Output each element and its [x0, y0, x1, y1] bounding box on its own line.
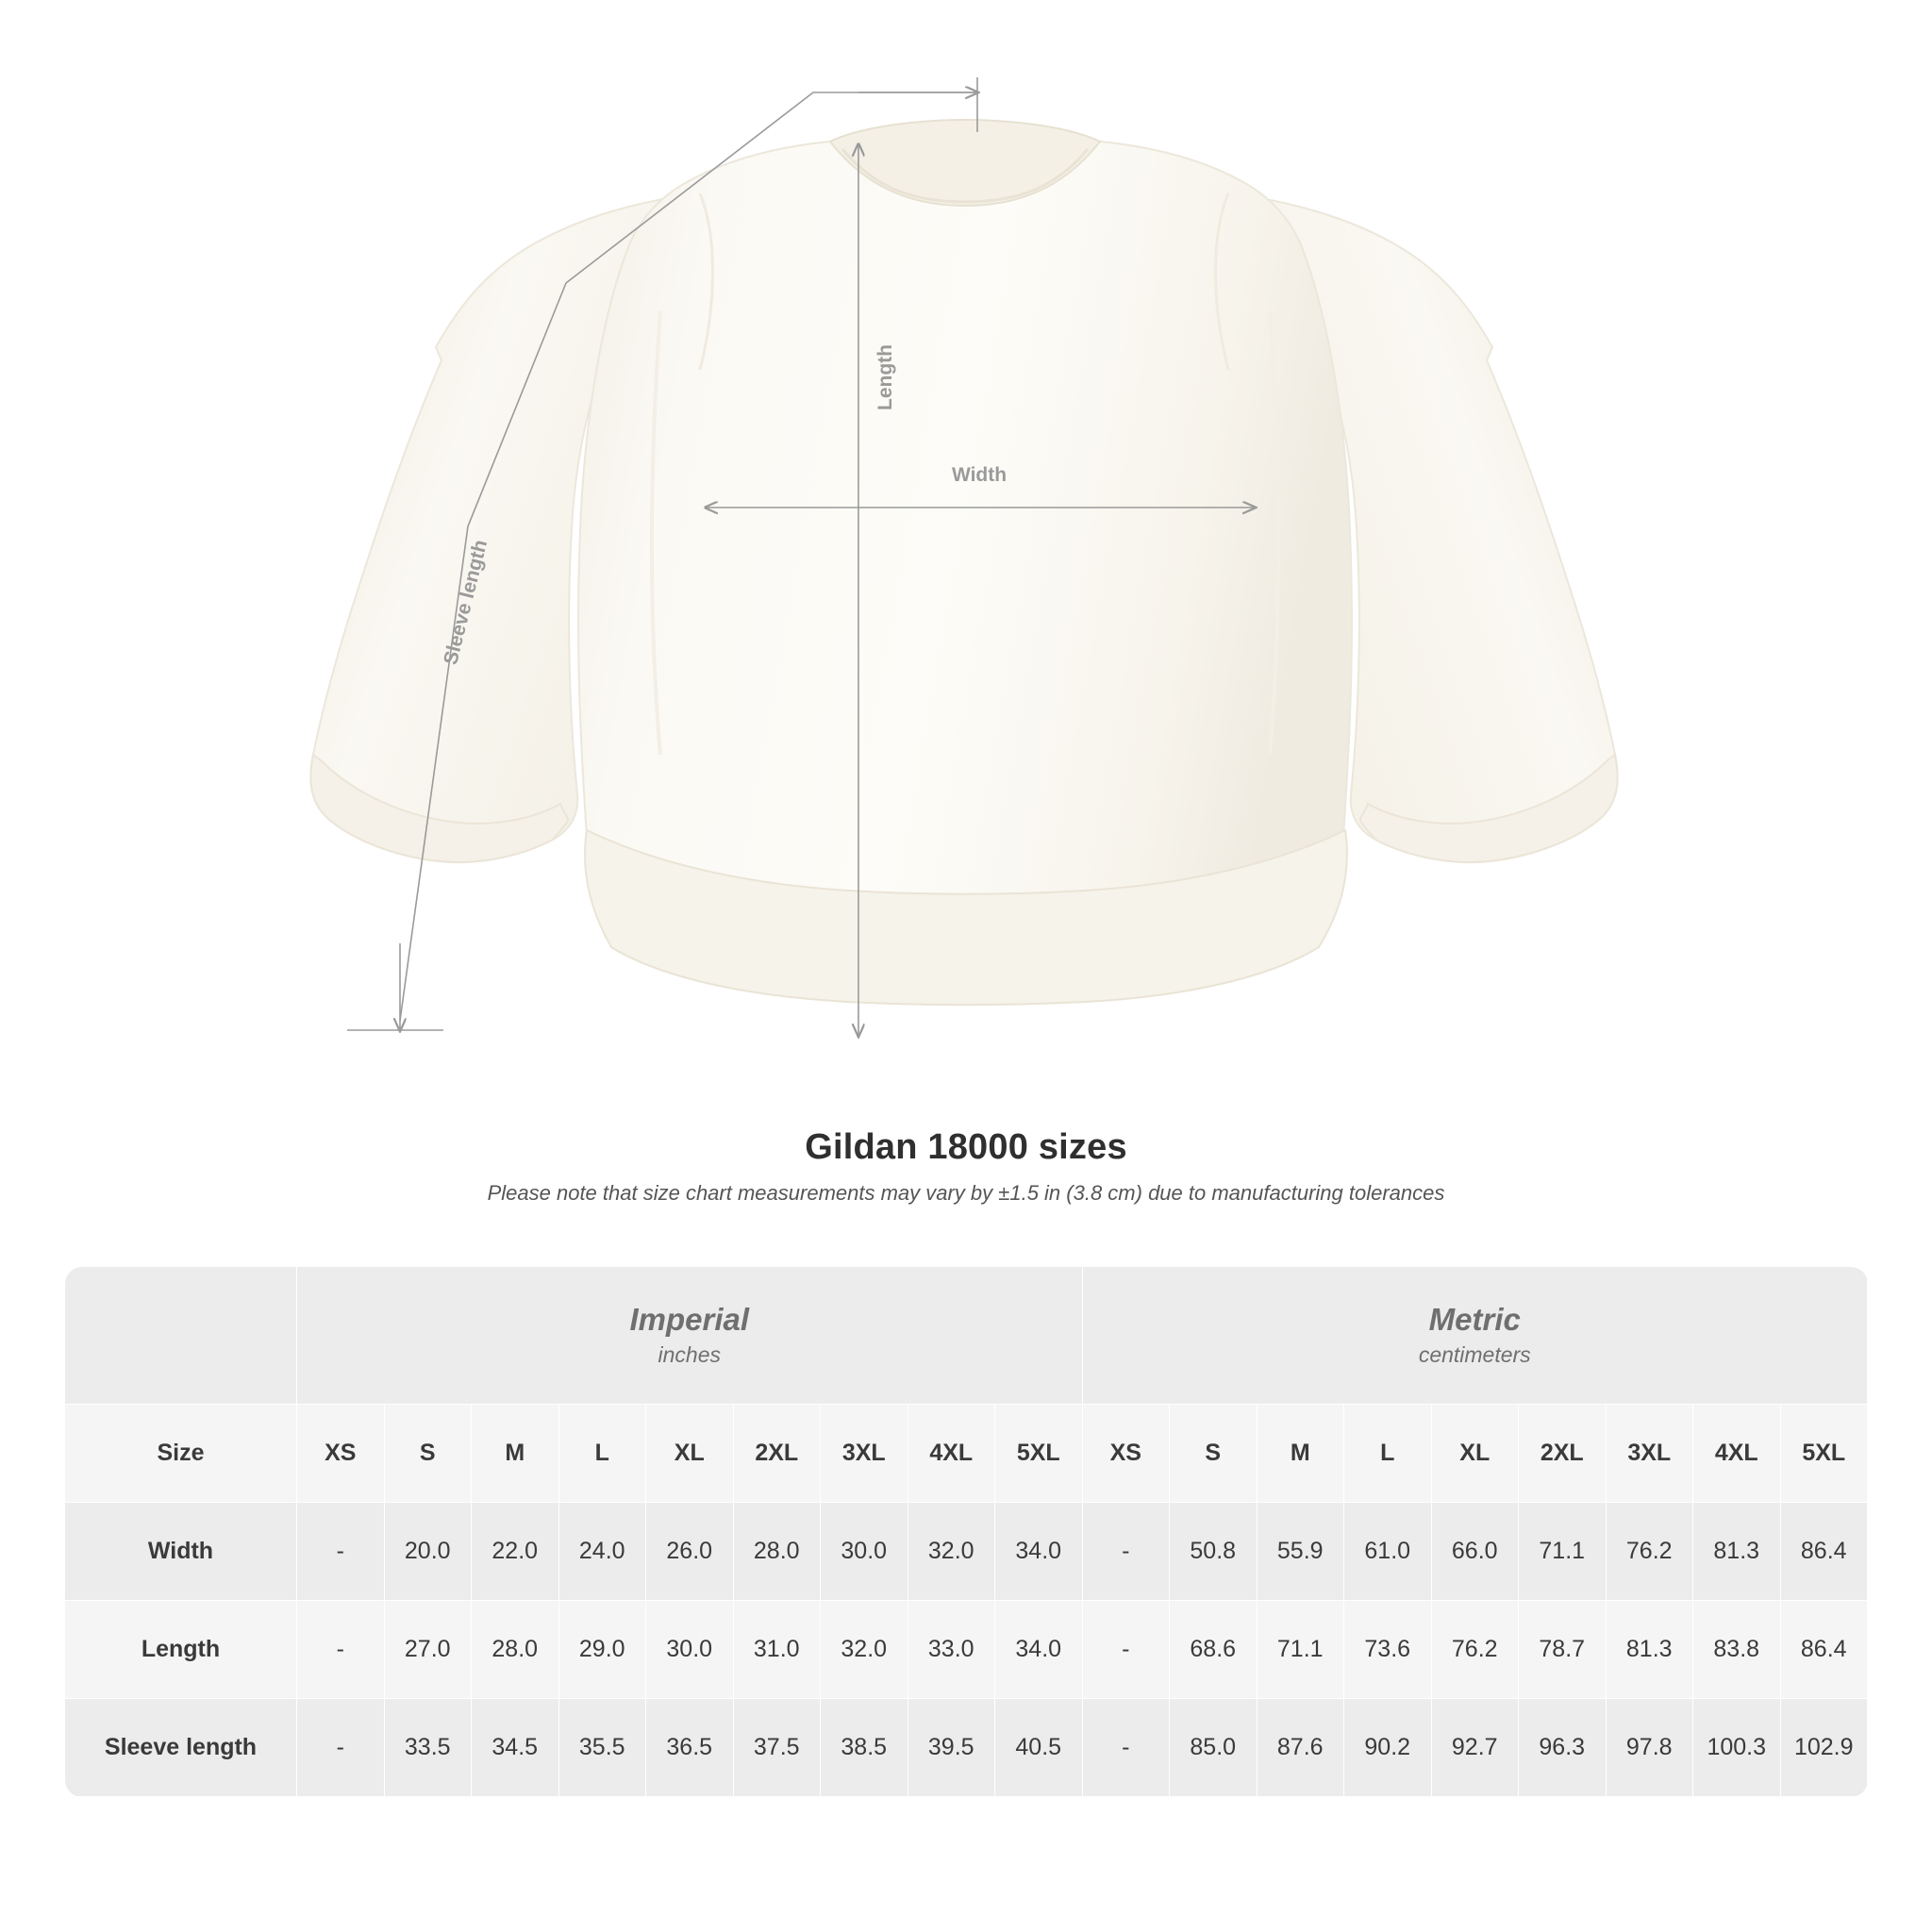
svg-text:Sleeve length: Sleeve length — [440, 537, 492, 667]
cell-length-metric-s: 68.6 — [1170, 1601, 1257, 1699]
cell-width-metric-m: 55.9 — [1257, 1503, 1344, 1601]
cell-sleeve-imperial-5xl: 40.5 — [995, 1699, 1083, 1797]
unit-header-imperial — [297, 1267, 1083, 1405]
unit-name-metric: Metric — [1428, 1301, 1521, 1337]
cell-width-metric-4xl: 81.3 — [1693, 1503, 1781, 1601]
cell-sleeve-imperial-2xl: 37.5 — [733, 1699, 821, 1797]
cell-sleeve-imperial-4xl: 39.5 — [908, 1699, 995, 1797]
table-row — [65, 1503, 1868, 1601]
cell-sleeve-metric-xl: 92.7 — [1431, 1699, 1519, 1797]
cell-width-imperial-5xl: 34.0 — [995, 1503, 1083, 1601]
svg-text:Length: Length — [874, 344, 896, 410]
row-label-length: Length — [65, 1601, 297, 1699]
cell-length-imperial-s: 27.0 — [384, 1601, 472, 1699]
cell-sleeve-imperial-3xl: 38.5 — [821, 1699, 908, 1797]
cell-width-imperial-xs: - — [297, 1503, 385, 1601]
cell-width-imperial-3xl: 30.0 — [821, 1503, 908, 1601]
cell-width-imperial-m: 22.0 — [472, 1503, 559, 1601]
cell-width-imperial-s: 20.0 — [384, 1503, 472, 1601]
cell-sleeve-imperial-m: 34.5 — [472, 1699, 559, 1797]
cell-length-imperial-4xl: 33.0 — [908, 1601, 995, 1699]
size-col-metric-2xl: 2XL — [1519, 1405, 1607, 1503]
cell-width-imperial-xl: 26.0 — [646, 1503, 734, 1601]
unit-header-spacer — [65, 1267, 297, 1405]
size-col-imperial-xs: XS — [297, 1405, 385, 1503]
size-col-metric-xl: XL — [1431, 1405, 1519, 1503]
cell-width-metric-l: 61.0 — [1344, 1503, 1432, 1601]
cell-sleeve-metric-m: 87.6 — [1257, 1699, 1344, 1797]
size-col-imperial-l: L — [558, 1405, 646, 1503]
table-row — [65, 1699, 1868, 1797]
row-label-width: Width — [65, 1503, 297, 1601]
cell-length-imperial-xl: 30.0 — [646, 1601, 734, 1699]
cell-width-imperial-4xl: 32.0 — [908, 1503, 995, 1601]
cell-sleeve-metric-l: 90.2 — [1344, 1699, 1432, 1797]
cell-width-imperial-l: 24.0 — [558, 1503, 646, 1601]
cell-sleeve-imperial-xs: - — [297, 1699, 385, 1797]
row-label-sleeve-length: Sleeve length — [65, 1699, 297, 1797]
table-size-row — [65, 1405, 1868, 1503]
cell-sleeve-metric-4xl: 100.3 — [1693, 1699, 1781, 1797]
unit-header-metric — [1082, 1267, 1868, 1405]
size-col-metric-xs: XS — [1082, 1405, 1170, 1503]
size-col-imperial-3xl: 3XL — [821, 1405, 908, 1503]
row-label-size: Size — [65, 1405, 297, 1503]
cell-length-metric-xl: 76.2 — [1431, 1601, 1519, 1699]
tolerance-note: Please note that size chart measurements may vary by ±1.5 in (3.8 cm) due to manufacturing tolerances — [487, 1181, 1445, 1205]
cell-length-imperial-l: 29.0 — [558, 1601, 646, 1699]
svg-text:Width: Width — [951, 464, 1008, 486]
size-col-imperial-s: S — [384, 1405, 472, 1503]
cell-length-metric-xs: - — [1082, 1601, 1170, 1699]
dimension-label-width — [952, 464, 1007, 486]
cell-width-metric-3xl: 76.2 — [1606, 1503, 1693, 1601]
cell-width-metric-s: 50.8 — [1170, 1503, 1257, 1601]
cell-length-imperial-3xl: 32.0 — [821, 1601, 908, 1699]
cell-length-imperial-5xl: 34.0 — [995, 1601, 1083, 1699]
size-col-imperial-5xl: 5XL — [995, 1405, 1083, 1503]
size-col-imperial-xl: XL — [646, 1405, 734, 1503]
cell-width-imperial-2xl: 28.0 — [733, 1503, 821, 1601]
cell-sleeve-imperial-xl: 36.5 — [646, 1699, 734, 1797]
cell-width-metric-5xl: 86.4 — [1780, 1503, 1868, 1601]
cell-sleeve-metric-2xl: 96.3 — [1519, 1699, 1607, 1797]
size-col-metric-5xl: 5XL — [1780, 1405, 1868, 1503]
sweatshirt-body — [310, 120, 1617, 1005]
cell-length-metric-5xl: 86.4 — [1780, 1601, 1868, 1699]
size-table-wrapper — [64, 1266, 1868, 1797]
cell-length-metric-l: 73.6 — [1344, 1601, 1432, 1699]
size-col-metric-s: S — [1170, 1405, 1257, 1503]
cell-length-metric-m: 71.1 — [1257, 1601, 1344, 1699]
cell-length-imperial-2xl: 31.0 — [733, 1601, 821, 1699]
unit-name-imperial: Imperial — [629, 1301, 750, 1337]
size-col-imperial-m: M — [472, 1405, 559, 1503]
unit-sub-metric: centimeters — [1418, 1341, 1531, 1367]
cell-sleeve-imperial-l: 35.5 — [558, 1699, 646, 1797]
size-col-metric-l: L — [1344, 1405, 1432, 1503]
cell-sleeve-metric-3xl: 97.8 — [1606, 1699, 1693, 1797]
cell-length-metric-3xl: 81.3 — [1606, 1601, 1693, 1699]
cell-width-metric-xl: 66.0 — [1431, 1503, 1519, 1601]
cell-sleeve-metric-s: 85.0 — [1170, 1699, 1257, 1797]
size-col-metric-4xl: 4XL — [1693, 1405, 1781, 1503]
cell-length-metric-2xl: 78.7 — [1519, 1601, 1607, 1699]
dimension-label-length — [874, 344, 896, 410]
size-col-metric-3xl: 3XL — [1606, 1405, 1693, 1503]
table-row — [65, 1601, 1868, 1699]
size-col-imperial-4xl: 4XL — [908, 1405, 995, 1503]
cell-sleeve-metric-xs: - — [1082, 1699, 1170, 1797]
table-unit-header-row — [65, 1267, 1868, 1405]
cell-sleeve-metric-5xl: 102.9 — [1780, 1699, 1868, 1797]
size-col-imperial-2xl: 2XL — [733, 1405, 821, 1503]
cell-width-metric-xs: - — [1082, 1503, 1170, 1601]
page-title: Gildan 18000 sizes — [805, 1127, 1127, 1167]
cell-length-imperial-m: 28.0 — [472, 1601, 559, 1699]
cell-length-imperial-xs: - — [297, 1601, 385, 1699]
cell-length-metric-4xl: 83.8 — [1693, 1601, 1781, 1699]
size-col-metric-m: M — [1257, 1405, 1344, 1503]
title-block — [0, 1127, 1932, 1206]
unit-sub-imperial: inches — [658, 1341, 721, 1367]
size-table — [64, 1266, 1868, 1797]
cell-sleeve-imperial-s: 33.5 — [384, 1699, 472, 1797]
cell-width-metric-2xl: 71.1 — [1519, 1503, 1607, 1601]
